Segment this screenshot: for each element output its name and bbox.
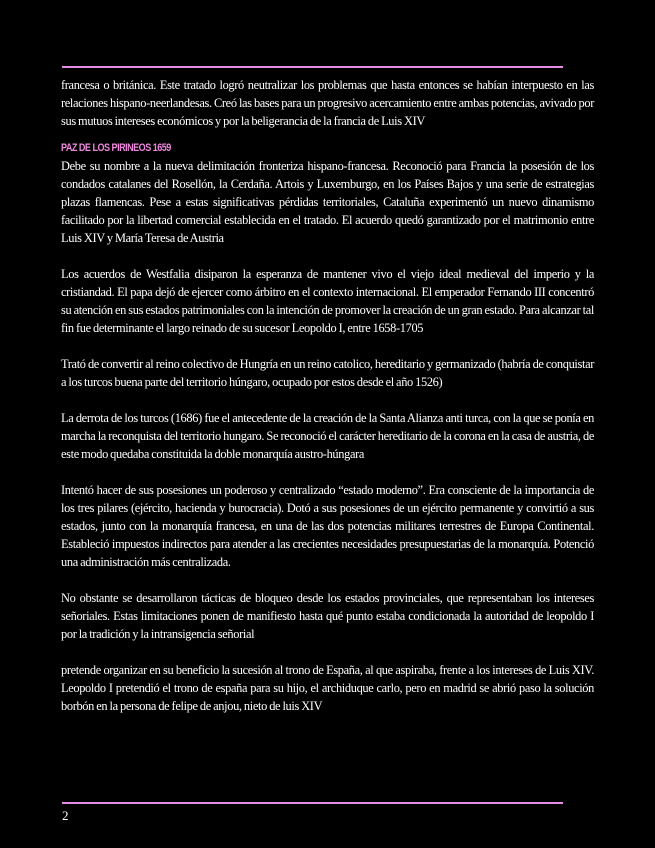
footer-rule xyxy=(62,802,563,804)
paragraph-westfalia-acuerdos: Los acuerdos de Westfalia disiparon la esperanza de mantener vivo el viejo ideal medieval del imperio y la cristiandad. El papa dejó de ejercer como árbitro en el contexto internacional. El emperador Fernando III concentró su atención en sus estados patrimoniales con la intención de promover la creación de un gran estado. Para alcanzar tal fin fue determinante el largo reinado de su sucesor Leopoldo I, entre 1658-1705 xyxy=(61,267,594,335)
page-number: 2 xyxy=(62,808,69,823)
paragraph-sucesion-espana: pretende organizar en su beneficio la sucesión al trono de España, al que aspiraba, frente a los intereses de Luis XIV. Leopoldo I pretendió el trono de españa para su hijo, el archiduque carlo, pero en madrid se abrió paso la solución borbón en la persona de felipe de anjou, nieto de luis XIV xyxy=(61,663,594,713)
paragraph-hungria: Trató de convertir al reino colectivo de Hungría en un reino catolico, hereditario y germanizado (habría de conquistar a los turcos buena parte del territorio húngaro, ocupado por estos desde el año 1526) xyxy=(61,357,594,389)
header-rule xyxy=(62,66,563,68)
document-body xyxy=(61,76,594,715)
section-heading-paz-de-los-pirineos: PAZ DE LOS PIRINEOS 1659 xyxy=(61,142,171,154)
paragraph-tacticas-bloqueo: No obstante se desarrollaron tácticas de bloqueo desde los estados provinciales, que representaban los intereses señoriales. Estas limitaciones ponen de manifiesto hasta qué punto estaba condicionada la autoridad de leopoldo I por la tradición y la intransigencia señorial xyxy=(61,591,594,641)
paragraph-estado-moderno: Intentó hacer de sus posesiones un poderoso y centralizado “estado moderno”. Era consciente de la importancia de los tres pilares (ejército, hacienda y burocracia). Dotó a sus posesiones de un ejército permanente y convirtió a sus estados, junto con la monarquía francesa, en una de las dos potencias militares terrestres de Europa Continental. Estableció impuestos indirectos para atender a las crecientes necesidades presupuestarias de la monarquía. Potenció una administración más centralizada. xyxy=(61,483,594,569)
paragraph-westfalia-tail: francesa o británica. Este tratado logró neutralizar los problemas que hasta entonces se habían interpuesto en las relaciones hispano-neerlandesas. Creó las bases para un progresivo acercamiento entre ambas potencias, avivado por sus mutuos intereses económicos y por la beligerancia de la francia de Luis XIV xyxy=(61,78,594,128)
paragraph-pirineos: Debe su nombre a la nueva delimitación fronteriza hispano-francesa. Reconoció para Francia la posesión de los condados catalanes del Rosellón, la Cerdaña. Artois y Luxemburgo, en los Países Bajos y una serie de estrategias plazas flamencas. Pese a estas significativas pérdidas territoriales, Cataluña experimentó un nuevo dinamismo facilitado por la libertad comercial establecida en el tratado. El acuerdo quedó garantizado por el matrimonio entre Luis XIV y María Teresa de Austria xyxy=(61,159,594,245)
paragraph-derrota-turcos: La derrota de los turcos (1686) fue el antecedente de la creación de la Santa Alianza anti turca, con la que se ponía en marcha la reconquista del territorio hungaro. Se reconoció el carácter hereditario de la corona en la casa de austria, de este modo quedaba constituida la doble monarquía austro-húngara xyxy=(61,411,594,461)
